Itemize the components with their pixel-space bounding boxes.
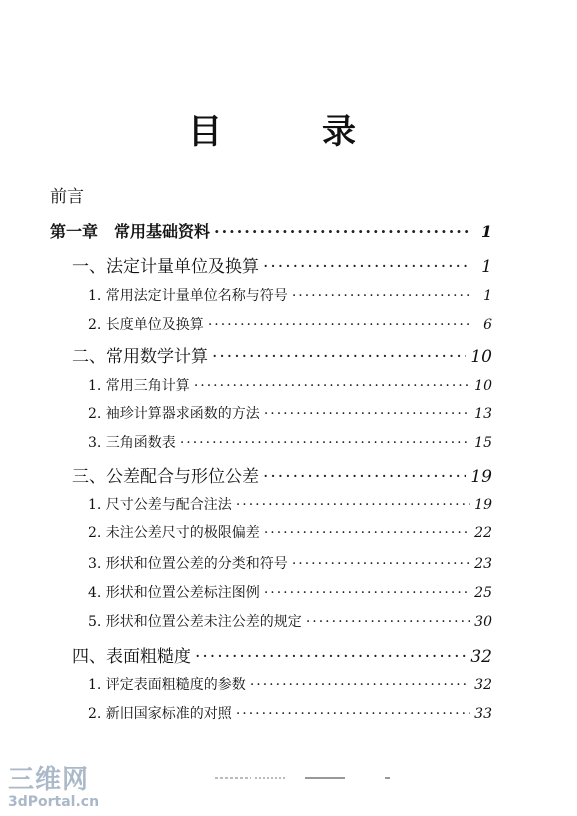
toc-page-number: 19	[474, 497, 492, 513]
toc-page-number: 15	[474, 435, 492, 451]
toc-page-number: 30	[474, 614, 492, 630]
toc-entry-label: 1. 常用三角计算	[88, 378, 190, 394]
watermark-site-text: 3dPortal.cn	[8, 794, 100, 810]
toc-item[interactable]	[88, 674, 492, 694]
scan-artifact-lines	[215, 775, 395, 781]
toc-leader-dots	[264, 525, 470, 541]
toc-section[interactable]	[72, 462, 492, 487]
toc-leader-dots	[236, 497, 470, 513]
toc-page-number: 1	[483, 288, 492, 304]
toc-leader-dots	[263, 257, 470, 277]
toc-page-number: 33	[474, 706, 492, 722]
toc-entry-label: 2. 新旧国家标准的对照	[88, 706, 232, 722]
toc-item[interactable]	[88, 522, 492, 542]
toc-page-number: 10	[470, 347, 492, 367]
toc-entry-label: 2. 长度单位及换算	[88, 317, 204, 333]
toc-item[interactable]	[88, 314, 492, 334]
toc-entry-label: 二、常用数学计算	[72, 347, 208, 367]
toc-leader-dots	[180, 435, 470, 451]
toc-page-number: 1	[480, 222, 492, 241]
toc-page-number: 32	[470, 647, 492, 667]
toc-item[interactable]	[88, 375, 492, 395]
toc-item[interactable]	[88, 553, 492, 573]
toc-item[interactable]	[88, 285, 492, 305]
title-char-1: 目	[188, 112, 224, 152]
toc-page-number: 23	[474, 556, 492, 572]
toc-entry-label: 三、公差配合与形位公差	[72, 467, 259, 487]
toc-section[interactable]	[72, 642, 492, 667]
toc-leader-dots	[195, 647, 466, 667]
scan-artifact	[215, 774, 395, 783]
toc-entry-label: 第一章 常用基础资料	[50, 222, 211, 241]
toc-preface[interactable]: 前言	[50, 187, 84, 207]
toc-entry-label: 1. 常用法定计量单位名称与符号	[88, 288, 288, 304]
toc-entry-label: 一、法定计量单位及换算	[72, 257, 259, 277]
toc-item[interactable]	[88, 403, 492, 423]
toc-entry-label: 3. 三角函数表	[88, 435, 176, 451]
toc-page-number: 6	[483, 317, 492, 333]
toc-leader-dots	[264, 585, 470, 601]
toc-leader-dots	[306, 614, 470, 630]
toc-entry-label: 4. 形状和位置公差标注图例	[88, 585, 260, 601]
toc-entry-label: 5. 形状和位置公差未注公差的规定	[88, 614, 302, 630]
toc-item[interactable]	[88, 703, 492, 723]
toc-leader-dots	[292, 288, 470, 304]
title-char-2: 录	[322, 112, 358, 152]
toc-leader-dots	[208, 317, 470, 333]
toc-leader-dots	[214, 222, 470, 241]
toc-section[interactable]	[72, 342, 492, 367]
toc-item[interactable]	[88, 494, 492, 514]
toc-leader-dots	[236, 706, 470, 722]
toc-page-number: 13	[474, 406, 492, 422]
toc-page-number: 19	[470, 467, 492, 487]
toc-entry-label: 四、表面粗糙度	[72, 647, 191, 667]
toc-page-number: 25	[474, 585, 492, 601]
toc-leader-dots	[250, 677, 470, 693]
toc-page-number: 10	[474, 378, 492, 394]
toc-leader-dots	[264, 406, 470, 422]
toc-entry-label: 1. 评定表面粗糙度的参数	[88, 677, 246, 693]
toc-entry-label: 2. 袖珍计算器求函数的方法	[88, 406, 260, 422]
toc-page-number: 22	[474, 525, 492, 541]
toc-item[interactable]	[88, 582, 492, 602]
toc-item[interactable]	[88, 432, 492, 452]
toc-page-number: 1	[481, 257, 492, 277]
watermark-logo-text: 三维网	[8, 765, 90, 795]
toc-section[interactable]	[72, 252, 492, 277]
toc-page-number: 32	[474, 677, 492, 693]
toc-entry-label: 1. 尺寸公差与配合注法	[88, 497, 232, 513]
toc-leader-dots	[212, 347, 466, 367]
watermark-logo	[8, 766, 99, 810]
toc-leader-dots	[263, 467, 466, 487]
toc-item[interactable]	[88, 611, 492, 631]
toc-leader-dots	[292, 556, 470, 572]
toc-chapter-1[interactable]	[50, 219, 492, 242]
toc-entry-label: 2. 未注公差尺寸的极限偏差	[88, 525, 260, 541]
toc-leader-dots	[194, 378, 470, 394]
toc-entry-label: 3. 形状和位置公差的分类和符号	[88, 556, 288, 572]
